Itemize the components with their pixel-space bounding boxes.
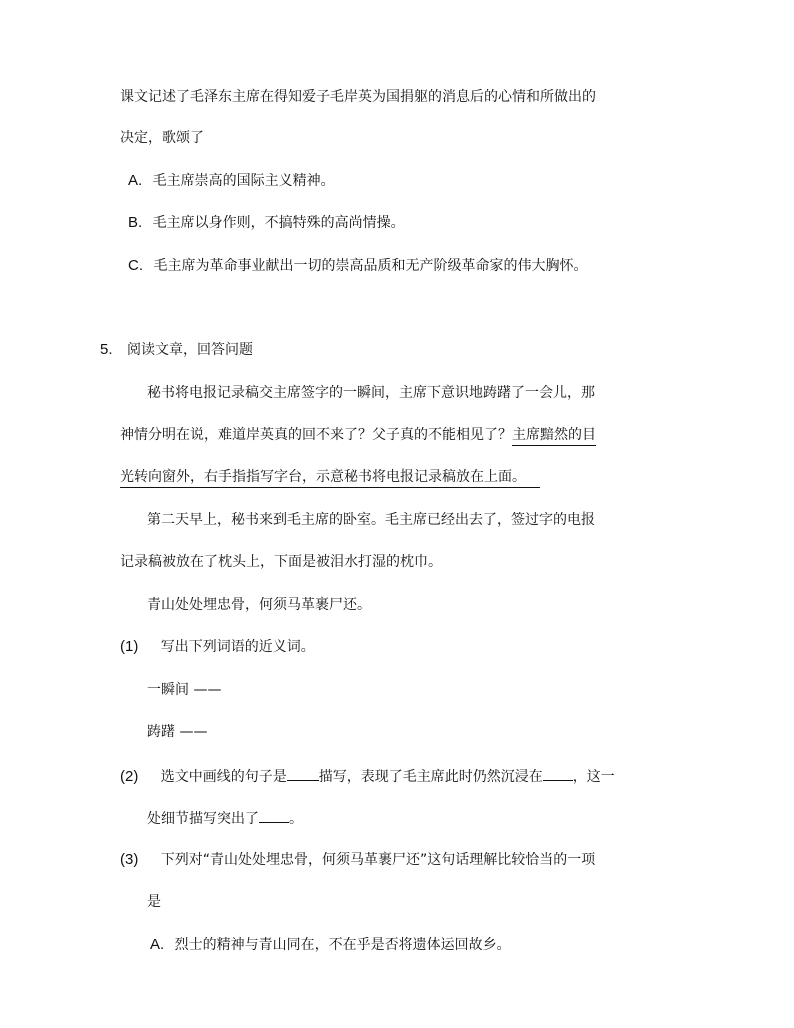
passage-p1-line3 xyxy=(120,468,540,486)
answer-blank[interactable] xyxy=(259,808,289,823)
sub-question-number: (1) xyxy=(120,638,139,655)
option-label: B. xyxy=(128,214,143,231)
sub-question-text: 。 xyxy=(289,811,303,827)
q4-stem-line2: 决定，歌颂了 xyxy=(120,130,204,146)
question-title: 阅读文章，回答问题 xyxy=(126,342,253,358)
passage-text: 神情分明在说，难道岸英真的回不来了？父子真的不能相见了？ xyxy=(120,427,512,443)
option-text: 毛主席以身作则，不搞特殊的高尚情操。 xyxy=(152,215,405,231)
sub-question-number: (3) xyxy=(120,851,139,868)
sub-question-3-cont: 是 xyxy=(147,894,161,910)
option-label: A. xyxy=(128,172,143,189)
synonym-item-1: 一瞬间 —— xyxy=(147,682,222,698)
sub-question-text: 描写，表现了毛主席此时仍然沉浸在 xyxy=(318,769,543,785)
q5-heading xyxy=(100,341,253,359)
sub3-option-a xyxy=(150,936,511,954)
option-text: 毛主席为革命事业献出一切的崇高品质和无产阶级革命家的伟大胸怀。 xyxy=(153,258,588,274)
option-text: 烈士的精神与青山同在，不在乎是否将遗体运回故乡。 xyxy=(174,937,511,953)
q4-option-c xyxy=(128,257,587,275)
passage-p1-line2 xyxy=(120,426,596,444)
q4-stem-line1: 课文记述了毛泽东主席在得知爱子毛岸英为国捐躯的消息后的心情和所做出的 xyxy=(120,89,596,105)
option-text: 毛主席崇高的国际主义精神。 xyxy=(152,173,335,189)
sub-question-text: 处细节描写突出了 xyxy=(147,811,259,827)
question-number: 5. xyxy=(100,341,113,358)
q4-option-a xyxy=(128,172,335,190)
sub-question-text: 下列对“青山处处埋忠骨，何须马革裹尸还”这句话理解比较恰当的一项 xyxy=(160,852,596,868)
sub-question-text: 选文中画线的句子是 xyxy=(160,769,287,785)
passage-p1-line1: 秘书将电报记录稿交主席签字的一瞬间，主席下意识地踌躇了一会儿，那 xyxy=(147,385,595,401)
synonym-item-2: 踌躇 —— xyxy=(147,724,208,740)
answer-blank[interactable] xyxy=(543,766,573,781)
passage-p2-line2: 记录稿被放在了枕头上，下面是被泪水打湿的枕巾。 xyxy=(120,554,442,570)
sub-question-3 xyxy=(120,851,595,869)
option-label: C. xyxy=(128,257,143,274)
underlined-sentence: 光转向窗外，右手指指写字台，示意秘书将电报记录稿放在上面。 xyxy=(120,469,540,488)
sub-question-1 xyxy=(120,638,315,656)
sub-question-2-cont xyxy=(147,808,303,828)
answer-blank[interactable] xyxy=(287,766,319,781)
sub-question-text: 写出下列词语的近义词。 xyxy=(160,639,315,655)
sub-question-text: ，这一 xyxy=(572,769,615,785)
option-label: A. xyxy=(150,936,165,953)
underlined-sentence: 主席黯然的目 xyxy=(512,427,596,446)
passage-p2-line1: 第二天早上，秘书来到毛主席的卧室。毛主席已经出去了，签过字的电报 xyxy=(147,512,595,528)
passage-poem: 青山处处埋忠骨，何须马革裹尸还。 xyxy=(147,597,371,613)
sub-question-2 xyxy=(120,766,615,786)
q4-option-b xyxy=(128,214,405,232)
sub-question-number: (2) xyxy=(120,768,139,785)
